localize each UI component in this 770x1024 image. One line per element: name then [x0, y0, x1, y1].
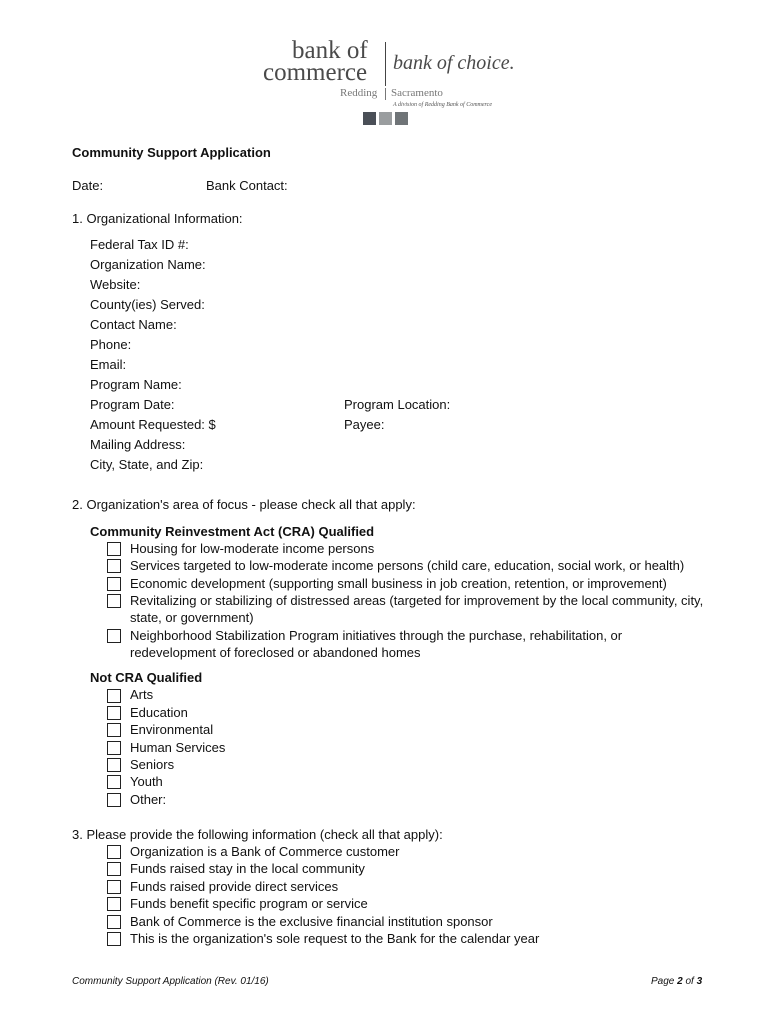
org-name-label: Organization Name:	[90, 257, 206, 272]
logo-square-1	[363, 112, 376, 125]
footer-page-total: 3	[696, 976, 703, 987]
checkbox-seniors[interactable]	[107, 758, 121, 772]
section3-heading: 3. Please provide the following information (check all that apply):	[72, 827, 443, 842]
phone-label: Phone:	[90, 337, 132, 352]
counties-label: County(ies) Served:	[90, 297, 205, 312]
city-redding: Redding	[340, 87, 378, 99]
checkbox-education[interactable]	[107, 706, 121, 720]
program-location-label: Program Location:	[344, 397, 451, 412]
checkbox-cra-economic[interactable]	[107, 577, 121, 591]
noncra-item-seniors: Seniors	[130, 757, 175, 772]
section3-item-exclusive-sponsor: Bank of Commerce is the exclusive financial institution sponsor	[130, 914, 493, 929]
logo-tagline: bank of choice.	[393, 52, 515, 74]
noncra-item-arts: Arts	[130, 687, 154, 702]
cra-item-services: Services targeted to low-moderate income persons (child care, education, social work, or health)	[130, 558, 685, 573]
checkbox-youth[interactable]	[107, 775, 121, 789]
cra-item-neighborhood: Neighborhood Stabilization Program initiatives through the purchase, rehabilitation, or	[130, 628, 623, 643]
checkbox-arts[interactable]	[107, 689, 121, 703]
cra-item-revitalizing-cont: state, or government)	[130, 610, 254, 625]
logo-line-1: bank of	[292, 37, 368, 64]
noncra-item-education: Education	[130, 705, 188, 720]
checkbox-environmental[interactable]	[107, 723, 121, 737]
section3-item-specific-program: Funds benefit specific program or service	[130, 896, 368, 911]
checkbox-specific-program[interactable]	[107, 897, 121, 911]
logo-line-2: commerce	[263, 59, 368, 86]
section3-item-sole-request: This is the organization's sole request to the Bank for the calendar year	[130, 931, 540, 946]
checkbox-cra-neighborhood[interactable]	[107, 629, 121, 643]
cra-item-economic: Economic development (supporting small business in job creation, retention, or improvement)	[130, 576, 667, 591]
cra-item-housing: Housing for low-moderate income persons	[130, 541, 375, 556]
checkbox-direct-services[interactable]	[107, 880, 121, 894]
bank-contact-label: Bank Contact:	[206, 178, 288, 193]
email-label: Email:	[90, 357, 127, 372]
noncra-item-youth: Youth	[130, 774, 163, 789]
noncra-item-human-services: Human Services	[130, 740, 226, 755]
logo-square-2	[379, 112, 392, 125]
mailing-address-label: Mailing Address:	[90, 437, 186, 452]
noncra-item-environmental: Environmental	[130, 722, 214, 737]
date-label: Date:	[72, 178, 104, 193]
noncra-heading: Not CRA Qualified	[90, 670, 203, 685]
checkbox-cra-housing[interactable]	[107, 542, 121, 556]
footer-page-prefix: Page	[651, 976, 678, 987]
contact-name-label: Contact Name:	[90, 317, 177, 332]
section3-item-local-community: Funds raised stay in the local community	[130, 861, 365, 876]
noncra-item-other: Other:	[130, 792, 167, 807]
footer-form-name: Community Support Application (Rev. 01/16)	[72, 976, 269, 987]
section3-item-bank-customer: Organization is a Bank of Commerce customer	[130, 844, 400, 859]
footer-page-current: 2	[677, 976, 683, 987]
checkbox-human-services[interactable]	[107, 741, 121, 755]
footer-page-number	[651, 976, 702, 987]
checkbox-exclusive-sponsor[interactable]	[107, 915, 121, 929]
amount-requested-label: Amount Requested: $	[90, 417, 216, 432]
logo-square-3	[395, 112, 408, 125]
checkbox-cra-revitalizing[interactable]	[107, 594, 121, 608]
checkbox-local-community[interactable]	[107, 862, 121, 876]
program-date-label: Program Date:	[90, 397, 175, 412]
section3-item-direct-services: Funds raised provide direct services	[130, 879, 339, 894]
program-name-label: Program Name:	[90, 377, 182, 392]
federal-tax-label: Federal Tax ID #:	[90, 237, 189, 252]
division-note: A division of Redding Bank of Commerce	[393, 102, 492, 108]
cra-item-neighborhood-cont: redevelopment of foreclosed or abandoned homes	[130, 645, 421, 660]
city-state-zip-label: City, State, and Zip:	[90, 457, 204, 472]
checkbox-bank-customer[interactable]	[107, 845, 121, 859]
website-label: Website:	[90, 277, 141, 292]
footer-page-of: of	[682, 976, 697, 987]
logo-divider	[385, 42, 386, 86]
cra-heading: Community Reinvestment Act (CRA) Qualified	[90, 524, 375, 539]
checkbox-cra-services[interactable]	[107, 559, 121, 573]
checkbox-other[interactable]	[107, 793, 121, 807]
section1-heading: 1. Organizational Information:	[72, 211, 243, 226]
form-title: Community Support Application	[72, 145, 271, 160]
city-divider	[385, 88, 386, 100]
section2-heading: 2. Organization's area of focus - please check all that apply:	[72, 497, 416, 512]
payee-label: Payee:	[344, 417, 385, 432]
cra-item-revitalizing: Revitalizing or stabilizing of distressed areas (targeted for improvement by the local community, city,	[130, 593, 704, 608]
city-sacramento: Sacramento	[391, 87, 443, 99]
checkbox-sole-request[interactable]	[107, 932, 121, 946]
